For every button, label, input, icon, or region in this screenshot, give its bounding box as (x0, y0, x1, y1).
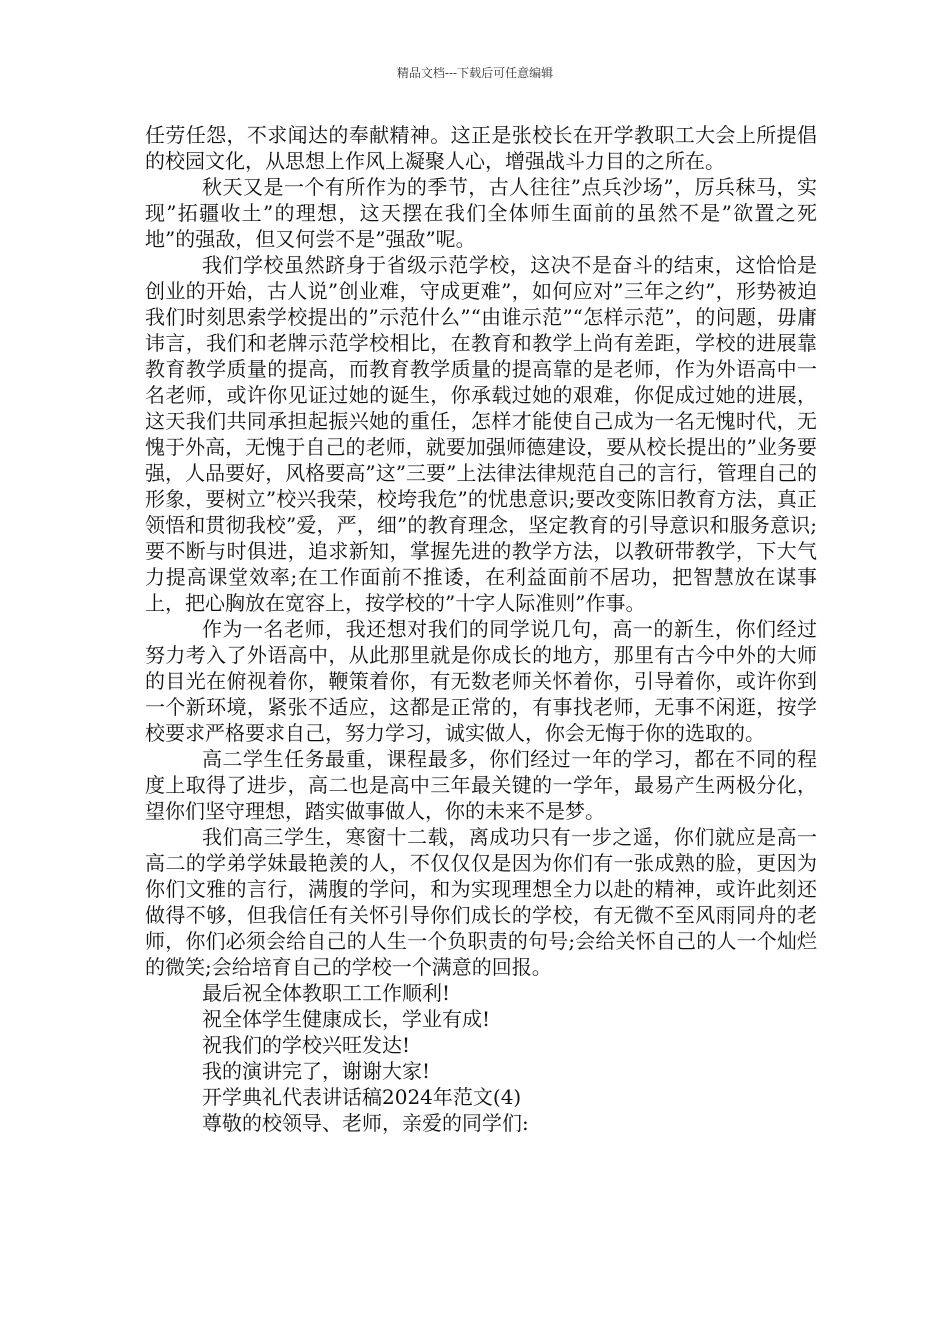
closing-line: 最后祝全体教职工工作顺利! (202, 981, 451, 1005)
paragraph: 我们高三学生，寒窗十二载，离成功只有一步之遥，你们就应是高一高二的学弟学妹最艳羡的人，不仅仅仅是因为你们有一张成熟的脸，更因为你们文雅的言行，满腹的学问，和为实现理想全力以赴的精神，或许此刻还做得不够，但我信任有关怀引导你们成长的学校，有无微不至风雨同舟的老师，你们必须会给自己的人生一个负职责的句号;会给关怀自己的人一个灿烂的微笑;会给培育自己的学校一个满意的回报。 (145, 825, 817, 979)
paragraph: 我们学校虽然跻身于省级示范学校，这决不是奋斗的结束，这恰恰是创业的开始，古人说”创业难，守成更难”，如何应对”三年之约”，形势被迫我们时刻思索学校提出的”示范什么”“由谁示范”“怎样示范”，的问题，毋庸讳言，我们和老牌示范学校相比，在教育和教学上尚有差距，学校的进展靠教育教学质量的提高，而教育教学质量的提高靠的是老师，作为外语高中一名老师，或许你见证过她的诞生，你承载过她的艰难，你促成过她的进展，这天我们共同承担起振兴她的重任，怎样才能使自己成为一名无愧时代，无愧于外高，无愧于自己的老师，就要加强师德建设，要从校长提出的”业务要强，人品要好，风格要高”这”三要”上法律法律规范自己的言行，管理自己的形象，要树立”校兴我荣，校垮我危”的忧患意识;要改变陈旧教育方法，真正领悟和贯彻我校”爱，严，细”的教育理念，坚定教育的引导意识和服务意识;要不断与时俱进，追求新知，掌握先进的教学方法，以教研带教学，下大气力提高课堂效率;在工作面前不推诿，在利益面前不居功，把智慧放在谋事上，把心胸放在宽容上，按学校的”十字人际准则”作事。 (145, 253, 817, 615)
paragraph: 作为一名老师，我还想对我们的同学说几句，高一的新生，你们经过努力考入了外语高中，从此那里就是你成长的地方，那里有古今中外的大师的目光在俯视着你，鞭策着你，有无数老师关怀着你，引导着你，或许你到一个新环境，紧张不适应，这都是正常的，有事找老师，无事不闲逛，按学校要求严格要求自己，努力学习，诚实做人，你会无悔于你的选取的。 (145, 617, 817, 745)
closing-line: 祝我们的学校兴旺发达! (202, 1033, 411, 1057)
section-title: 开学典礼代表讲话稿2024年范文(4) (202, 1085, 522, 1109)
document-body (145, 122, 817, 1136)
paragraph: 秋天又是一个有所作为的季节，古人往往”点兵沙场”，厉兵秣马，实现”拓疆收土”的理想，这天摆在我们全体师生面前的虽然不是”欲置之死地”的强敌，但又何尝不是”强敌”呢。 (145, 175, 817, 251)
paragraph-continuation: 任劳任怨，不求闻达的奉献精神。这正是张校长在开学教职工大会上所提倡的校园文化，从思想上作风上凝聚人心，增强战斗力目的之所在。 (145, 123, 817, 173)
page-header: 精品文档---下载后可任意编辑 (396, 66, 554, 80)
salutation: 尊敬的校领导、老师，亲爱的同学们: (202, 1111, 529, 1135)
paragraph: 高二学生任务最重，课程最多，你们经过一年的学习，都在不同的程度上取得了进步，高二也是高中三年最关键的一学年，最易产生两极分化，望你们坚守理想，踏实做事做人，你的未来不是梦。 (145, 747, 817, 823)
closing-line: 我的演讲完了，谢谢大家! (202, 1059, 431, 1083)
closing-line: 祝全体学生健康成长，学业有成! (202, 1007, 491, 1031)
